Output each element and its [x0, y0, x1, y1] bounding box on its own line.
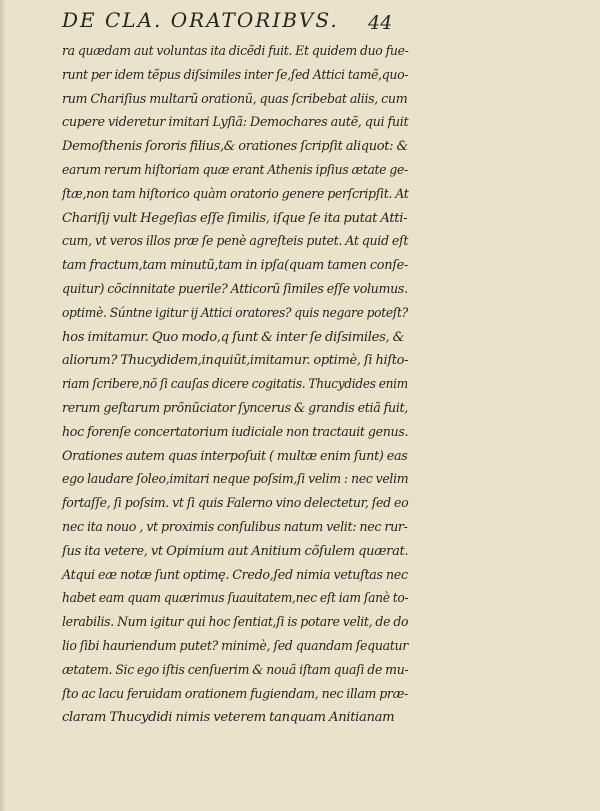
running-title: DE CLA. ORATORIBVS.	[62, 8, 339, 32]
text-line: lio ſibi hauriendum putet? minimè, ſed quandam ſequatur	[62, 638, 408, 654]
text-line: fortaſſe, ſi poſsim. vt ſi quis Falerno vino delectetur, ſed eo	[62, 496, 409, 512]
text-line: Chariſij vult Hegeſias eſſe ſimilis, iſque ſe ita putat Atti-	[62, 210, 408, 226]
text-block	[62, 40, 408, 730]
text-line: optimè. Súntne igitur ij Attici oratores? quis negare poteſt?	[62, 305, 408, 321]
text-line: Atqui eæ notæ ſunt optimę. Credo,ſed nimia vetuſtas nec	[62, 567, 408, 583]
text-line: riam ſcribere,nõ ſi cauſas dicere cogitatis. Thucydides enim	[62, 377, 408, 393]
text-line: Orationes autem quas interpoſuit ( multæ enim ſunt) eas	[62, 448, 408, 464]
text-line: Demoſthenis ſororis filius,& orationes ſcripſit aliquot: &	[62, 139, 408, 155]
text-line: rerum geſtarum prõnũciator ſyncerus & grandis etiã fuit,	[62, 400, 409, 416]
text-line: earum rerum hiſtoriam quæ erant Athenis ipſius ætate ge-	[62, 162, 408, 178]
text-line: ra quædam aut voluntas ita dicẽdi fuit. Et quidem duo fue-	[62, 44, 409, 59]
text-line: lerabilis. Num igitur qui hoc ſentiat,ſi is potare velit, de do	[62, 615, 409, 631]
page-number: 44	[368, 12, 393, 34]
text-line: ſus ita vetere, vt Opimium aut Anitium cõſulem quærat.	[62, 543, 409, 559]
text-line: runt per idem tẽpus diſsimiles inter ſe,ſed Attici tamẽ,quo-	[62, 67, 409, 83]
text-line: aliorum? Thucydidem,inquiũt,imitamur. optimè, ſi hiſto-	[62, 353, 409, 369]
text-line: ego laudare ſoleo,imitari neque poſsim,ſi velim : nec velim	[62, 472, 409, 488]
text-line: tam fractum,tam minutũ,tam in ipſa(quam tamen conſe-	[62, 258, 409, 274]
gutter-shadow	[0, 0, 6, 811]
text-line: claram Thucydidi nimis veterem tanquam Anitianam	[62, 710, 395, 726]
text-line: cupere videretur imitari Lyſiã: Demochares autẽ, qui fuit	[62, 115, 409, 131]
text-line: hoc forenſe concertatorium iudiciale non tractauit genus.	[62, 424, 409, 440]
text-line: hos imitamur. Quo modo,q ſunt & inter ſe diſsimiles, &	[62, 329, 405, 345]
text-line: ſto ac lacu feruidam orationem fugiendam, nec illam præ-	[62, 686, 408, 702]
text-line: quitur) cõcinnitate puerile? Atticorũ ſimiles eſſe volumus.	[62, 281, 408, 297]
text-line: ſtæ,non tam hiſtorico quàm oratorio genere perſcripſit. At	[62, 186, 409, 202]
text-line: nec ita nouo , vt proximis conſulibus natum velit: nec rur-	[62, 519, 408, 535]
text-line: habet eam quam quærimus ſuauitatem,nec eſt iam ſanè to-	[62, 591, 409, 607]
text-line: ætatem. Sic ego iſtis cenſuerim & nouã iſtam quaſi de mu-	[62, 662, 409, 678]
text-line: cum, vt veros illos præ ſe penè agreſteis putet. At quid eſt	[62, 234, 409, 250]
text-line: rum Chariſius multarũ orationũ, quas ſcribebat aliis, cum	[62, 91, 408, 107]
